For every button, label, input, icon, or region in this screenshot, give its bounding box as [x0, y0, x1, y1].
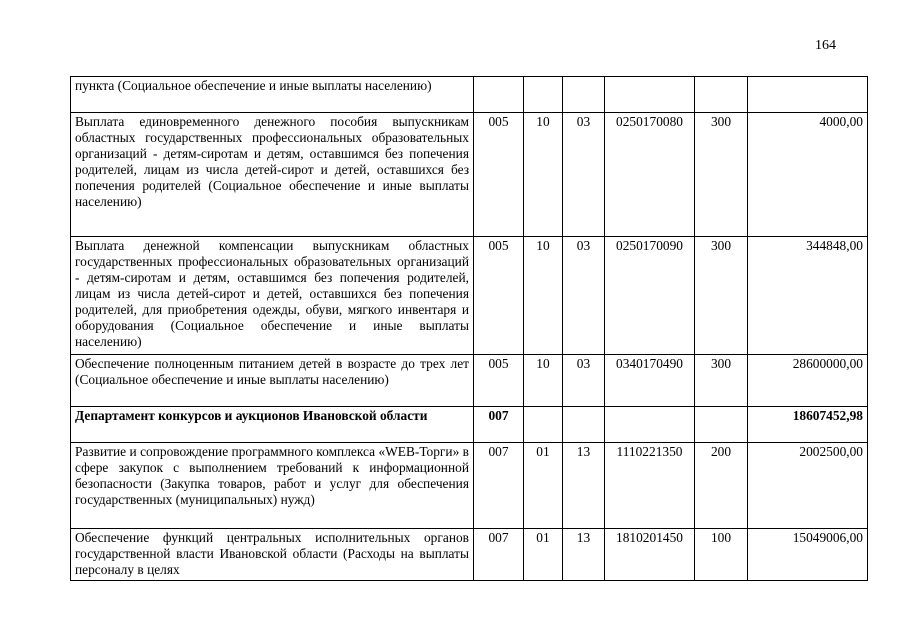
row-amount: 4000,00 — [748, 113, 868, 237]
table-row — [71, 443, 868, 529]
row-description: пункта (Социальное обеспечение и иные выплаты населению) — [71, 77, 474, 113]
row-target-code: 1110221350 — [605, 443, 695, 529]
row-section-code: 10 — [524, 113, 563, 237]
row-type-code: 200 — [695, 443, 748, 529]
row-target-code: 0250170090 — [605, 237, 695, 355]
row-description: Выплата единовременного денежного пособия выпускникам областных государственных профессиональных образовательных организаций - детям-сиротам и детям, оставшимся без попечения родителей, лицам из числа детей-сирот и детей, оставшихся без попечения родителей (Социальное обеспечение и иные выплаты населению) — [71, 113, 474, 237]
row-target-code: 0250170080 — [605, 113, 695, 237]
row-section-code: 10 — [524, 237, 563, 355]
row-org-code: 007 — [474, 407, 524, 443]
row-section-code — [524, 77, 563, 113]
row-section-code: 01 — [524, 529, 563, 581]
row-subsection-code — [563, 77, 605, 113]
row-section-code — [524, 407, 563, 443]
row-target-code: 1810201450 — [605, 529, 695, 581]
row-amount — [748, 77, 868, 113]
table-row — [71, 77, 868, 113]
row-description: Обеспечение функций центральных исполнительных органов государственной власти Ивановской области (Расходы на выплаты персоналу в целях — [71, 529, 474, 581]
row-type-code: 300 — [695, 113, 748, 237]
row-target-code: 0340170490 — [605, 355, 695, 407]
row-org-code: 007 — [474, 529, 524, 581]
row-description: Департамент конкурсов и аукционов Ивановской области — [71, 407, 474, 443]
row-org-code: 005 — [474, 355, 524, 407]
row-amount: 18607452,98 — [748, 407, 868, 443]
budget-table — [70, 76, 868, 581]
row-section-code: 01 — [524, 443, 563, 529]
table-row — [71, 355, 868, 407]
row-amount: 344848,00 — [748, 237, 868, 355]
table-row — [71, 407, 868, 443]
row-type-code: 100 — [695, 529, 748, 581]
row-description: Развитие и сопровождение программного комплекса «WEB-Торги» в сфере закупок с выполнением требований к информационной безопасности (Закупка товаров, работ и услуг для обеспечения государственных (муниципальных) нужд) — [71, 443, 474, 529]
table-row — [71, 237, 868, 355]
row-type-code: 300 — [695, 237, 748, 355]
page-number: 164 — [815, 38, 836, 53]
row-subsection-code: 03 — [563, 237, 605, 355]
row-amount: 15049006,00 — [748, 529, 868, 581]
row-section-code: 10 — [524, 355, 563, 407]
row-subsection-code: 03 — [563, 113, 605, 237]
row-type-code — [695, 407, 748, 443]
table-row — [71, 113, 868, 237]
row-type-code: 300 — [695, 355, 748, 407]
row-org-code: 005 — [474, 113, 524, 237]
row-subsection-code: 13 — [563, 529, 605, 581]
row-org-code — [474, 77, 524, 113]
row-description: Обеспечение полноценным питанием детей в возрасте до трех лет (Социальное обеспечение и иные выплаты населению) — [71, 355, 474, 407]
row-amount: 2002500,00 — [748, 443, 868, 529]
row-subsection-code — [563, 407, 605, 443]
row-target-code — [605, 77, 695, 113]
row-subsection-code: 13 — [563, 443, 605, 529]
row-org-code: 005 — [474, 237, 524, 355]
row-target-code — [605, 407, 695, 443]
row-description: Выплата денежной компенсации выпускникам областных государственных профессиональных образовательных организаций - детям-сиротам и детям, оставшимся без попечения родителей, лицам из числа детей-сирот и детей, оставшихся без попечения родителей, для приобретения одежды, обуви, мягкого инвентаря и оборудования (Социальное обеспечение и иные выплаты населению) — [71, 237, 474, 355]
row-org-code: 007 — [474, 443, 524, 529]
row-amount: 28600000,00 — [748, 355, 868, 407]
row-type-code — [695, 77, 748, 113]
table-row — [71, 529, 868, 581]
row-subsection-code: 03 — [563, 355, 605, 407]
